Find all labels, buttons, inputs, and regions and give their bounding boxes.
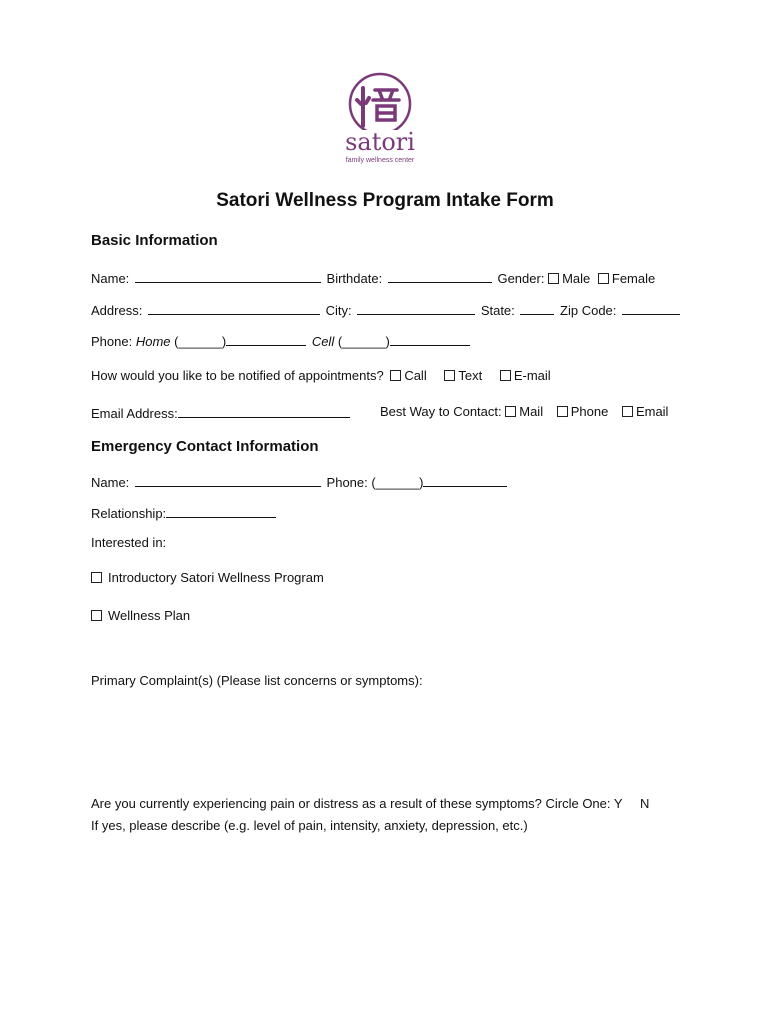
primary-complaint-area[interactable] [91, 694, 681, 790]
satori-logo [335, 68, 425, 170]
gender-female-label: Female [611, 271, 656, 286]
notify-email-label: E-mail [513, 368, 551, 383]
email-field[interactable] [178, 404, 350, 418]
notify-text-label: Text [458, 368, 483, 383]
pain-question-row [91, 796, 649, 812]
address-field[interactable] [148, 301, 320, 315]
emergency-name-row [91, 473, 509, 491]
state-label: State: [480, 303, 515, 318]
notify-call-label: Call [404, 368, 427, 383]
best-way-label: Best Way to Contact: [380, 404, 502, 419]
pain-yes-option[interactable]: Y [613, 796, 623, 811]
pain-describe-area[interactable] [91, 840, 681, 990]
interest-option-2-label: Wellness Plan [108, 608, 191, 623]
interest-option-1-label: Introductory Satori Wellness Program [108, 570, 324, 585]
pain-describe-label: If yes, please describe (e.g. level of pain, intensity, anxiety, depression, etc.) [91, 818, 528, 833]
best-phone-label: Phone [570, 404, 609, 419]
best-way-row [380, 404, 668, 420]
email-row [91, 404, 352, 422]
phone-cell-area: (______) [337, 334, 390, 349]
zip-field[interactable] [622, 301, 680, 315]
emergency-name-field[interactable] [135, 473, 321, 487]
pain-no-option[interactable]: N [639, 796, 650, 811]
best-phone-checkbox[interactable] [557, 406, 568, 417]
address-label: Address: [91, 303, 143, 318]
birthdate-label: Birthdate: [326, 271, 383, 286]
name-field[interactable] [135, 269, 321, 283]
phone-home-field[interactable] [226, 332, 306, 346]
phone-cell-field[interactable] [390, 332, 470, 346]
logo-wordmark: satori [345, 128, 415, 156]
notify-row [91, 368, 551, 384]
emergency-phone-field[interactable] [423, 473, 507, 487]
interest-option-1 [91, 570, 324, 586]
gender-label: Gender: [497, 271, 545, 286]
relationship-row [91, 504, 278, 522]
interest-option-2-checkbox[interactable] [91, 610, 102, 621]
phone-row [91, 332, 472, 350]
interest-option-2 [91, 608, 190, 624]
city-label: City: [325, 303, 352, 318]
best-mail-label: Mail [519, 404, 544, 419]
name-label: Name: [91, 271, 130, 286]
phone-home-area: (______) [174, 334, 227, 349]
emergency-heading: Emergency Contact Information [91, 438, 319, 455]
zip-label: Zip Code: [560, 303, 617, 318]
pain-question: Are you currently experiencing pain or distress as a result of these symptoms? Circle One: [91, 796, 611, 811]
interest-option-1-checkbox[interactable] [91, 572, 102, 583]
email-label: Email Address: [91, 406, 178, 421]
state-field[interactable] [520, 301, 554, 315]
notify-text-checkbox[interactable] [444, 370, 455, 381]
phone-home-label: Home [135, 334, 171, 349]
city-field[interactable] [357, 301, 475, 315]
gender-female-checkbox[interactable] [598, 273, 609, 284]
best-email-label: Email [635, 404, 669, 419]
basic-info-heading: Basic Information [91, 232, 218, 249]
form-title: Satori Wellness Program Intake Form [216, 190, 554, 211]
gender-male-label: Male [562, 271, 591, 286]
phone-cell-label: Cell [311, 334, 335, 349]
interested-label: Interested in: [91, 535, 167, 550]
logo-subtitle: family wellness center [345, 157, 415, 164]
birthdate-field[interactable] [388, 269, 492, 283]
address-row [91, 301, 682, 319]
satori-logo-mark-icon [335, 68, 425, 130]
phone-label: Phone: [91, 334, 133, 349]
best-mail-checkbox[interactable] [505, 406, 516, 417]
gender-male-checkbox[interactable] [548, 273, 559, 284]
best-email-checkbox[interactable] [622, 406, 633, 417]
notify-email-checkbox[interactable] [500, 370, 511, 381]
relationship-field[interactable] [166, 504, 276, 518]
relationship-label: Relationship: [91, 506, 167, 521]
notify-question: How would you like to be notified of appointments? [91, 368, 384, 383]
emergency-name-label: Name: [91, 475, 130, 490]
emergency-phone-label: Phone: [326, 475, 368, 490]
basic-name-row [91, 269, 655, 287]
notify-call-checkbox[interactable] [390, 370, 401, 381]
primary-complaint-label: Primary Complaint(s) (Please list concerns or symptoms): [91, 673, 423, 688]
emergency-phone-area: (______) [371, 475, 424, 490]
